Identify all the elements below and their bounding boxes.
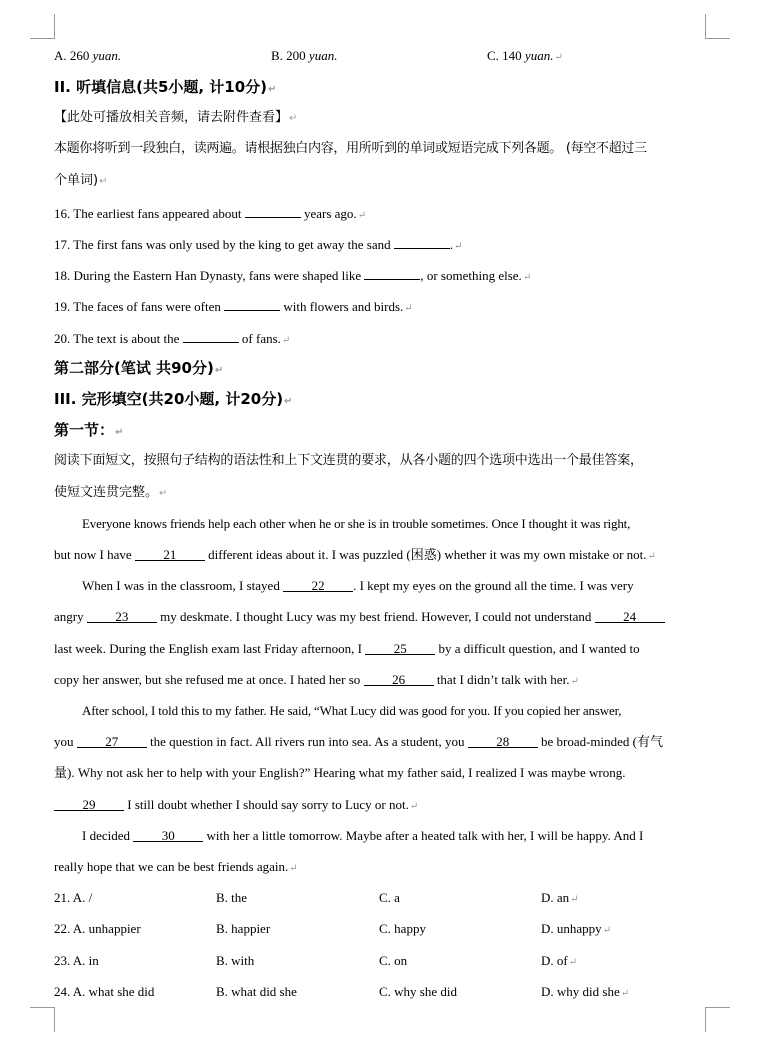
option-21-b[interactable]: B. the	[216, 890, 248, 905]
section-3-instruction-line-1: 阅读下面短文，按照句子结构的语法性和上下文连贯的要求，从各小题的四个选项中选出一个最佳答案，	[54, 453, 643, 468]
passage-line: last week. During the English exam last Friday afternoon, I 25 by a difficult question, and I wanted to	[54, 641, 640, 656]
crop-mark-bottom-right	[705, 1007, 730, 1032]
option-24-a[interactable]: 24. A. what she did	[54, 984, 155, 999]
answer-blank[interactable]	[183, 328, 239, 343]
option-24-d[interactable]: D. why did she↵	[541, 984, 630, 999]
cloze-blank-23[interactable]: 23	[87, 608, 157, 623]
passage-line: you 27 the question in fact. All rivers run into sea. As a student, you 28 be broad-minded (有气	[54, 734, 664, 749]
answer-blank[interactable]	[224, 296, 280, 311]
question-17: 17. The first fans was only used by the king to get away the sand .↵	[54, 234, 463, 252]
passage-line: angry 23 my deskmate. I thought Lucy was my best friend. However, I could not understand 24	[54, 608, 665, 626]
option-23-b[interactable]: B. with	[216, 953, 255, 968]
part-2-title: 第二部分(笔试 共90分)↵	[54, 359, 224, 377]
cloze-blank-22[interactable]: 22	[283, 577, 353, 592]
passage-line: I decided 30 with her a little tomorrow. Maybe after a heated talk with her, I will be happy. And I	[82, 828, 644, 843]
passage-line: 29 I still doubt whether I should say sorry to Lucy or not.↵	[54, 796, 418, 814]
crop-mark-bottom-left	[30, 1007, 55, 1032]
question-20: 20. The text is about the of fans.↵	[54, 328, 290, 346]
passage-line: copy her answer, but she refused me at once. I hated her so 26 that I didn’t talk with her.↵	[54, 672, 579, 687]
cloze-blank-21[interactable]: 21	[135, 546, 205, 561]
passage-line: Everyone knows friends help each other when he or she is in trouble sometimes. Once I thought it was right,	[82, 516, 631, 531]
cloze-blank-24[interactable]: 24	[595, 608, 665, 623]
option-23-a[interactable]: 23. A. in	[54, 953, 99, 968]
option-23-c[interactable]: C. on	[379, 953, 408, 968]
section-3-title: III. 完形填空(共20小题, 计20分)↵	[54, 390, 293, 408]
option-22-d[interactable]: D. unhappy↵	[541, 921, 612, 936]
passage-line: When I was in the classroom, I stayed 22 . I kept my eyes on the ground all the time. I was very	[82, 578, 634, 593]
crop-mark-top-right	[705, 14, 730, 39]
option-22-b[interactable]: B. happier	[216, 921, 271, 936]
option-22-a[interactable]: 22. A. unhappier	[54, 921, 141, 936]
option-22-c[interactable]: C. happy	[379, 921, 426, 936]
option-23-d[interactable]: D. of↵	[541, 953, 578, 968]
passage-line: 量). Why not ask her to help with your English?” Hearing what my father said, I realized I was maybe wrong.	[54, 765, 626, 780]
question-16: 16. The earliest fans appeared about years ago.↵	[54, 203, 366, 221]
cloze-blank-25[interactable]: 25	[365, 640, 435, 655]
audio-note: 【此处可播放相关音频，请去附件查看】↵	[54, 110, 298, 125]
section-2-instruction-line-2: 个单词)↵	[54, 173, 108, 188]
q15-option-c: C. 140 yuan.↵	[487, 48, 563, 63]
answer-blank[interactable]	[245, 203, 301, 218]
cloze-blank-26[interactable]: 26	[364, 671, 434, 686]
section-2-title: II. 听填信息(共5小题, 计10分)↵	[54, 78, 277, 96]
cloze-blank-29[interactable]: 29	[54, 796, 124, 811]
question-18: 18. During the Eastern Han Dynasty, fans were shaped like , or something else.↵	[54, 265, 531, 283]
option-24-b[interactable]: B. what did she	[216, 984, 297, 999]
cloze-blank-28[interactable]: 28	[468, 733, 538, 748]
cloze-blank-27[interactable]: 27	[77, 733, 147, 748]
answer-blank[interactable]	[364, 265, 420, 280]
option-21-c[interactable]: C. a	[379, 890, 400, 905]
option-21-a[interactable]: 21. A. /	[54, 890, 93, 905]
question-19: 19. The faces of fans were often with flowers and birds.↵	[54, 296, 413, 314]
cloze-blank-30[interactable]: 30	[133, 827, 203, 842]
section-2-instruction-line-1: 本题你将听到一段独白，读两遍。请根据独白内容，用所听到的单词或短语完成下列各题。 (每空不超过三	[54, 141, 647, 156]
q15-option-a: A. 260 yuan.	[54, 48, 122, 63]
passage-line: but now I have 21 different ideas about it. I was puzzled (困惑) whether it was my own mistake or not.↵	[54, 547, 656, 562]
answer-blank[interactable]	[394, 234, 450, 249]
crop-mark-top-left	[30, 14, 55, 39]
option-24-c[interactable]: C. why she did	[379, 984, 457, 999]
passage-line: really hope that we can be best friends again.↵	[54, 859, 298, 874]
q15-option-b: B. 200 yuan.	[271, 48, 338, 63]
section-3-subtitle: 第一节：↵	[54, 421, 124, 439]
passage-line: After school, I told this to my father. He said, “What Lucy did was good for you. If you copied her answer,	[82, 703, 622, 718]
section-3-instruction-line-2: 使短文连贯完整。↵	[54, 485, 168, 500]
option-21-d[interactable]: D. an↵	[541, 890, 579, 905]
